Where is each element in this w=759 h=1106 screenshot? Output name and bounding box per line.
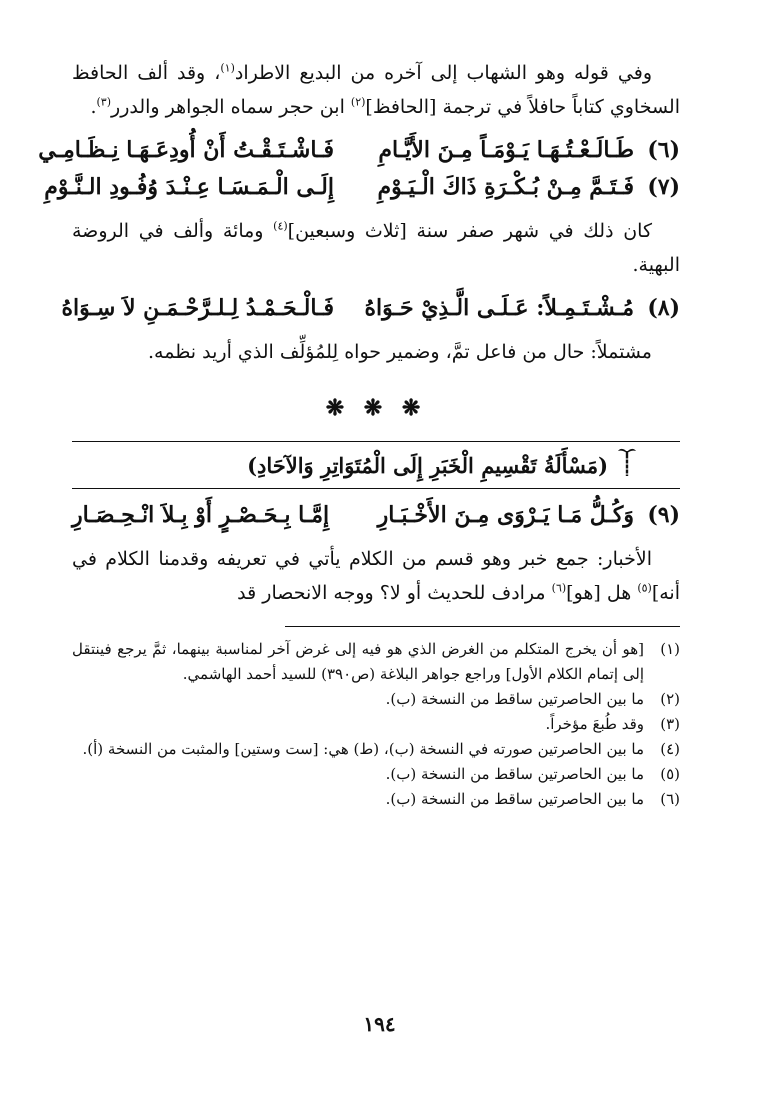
footnote-ref-3[interactable]: (٣): [96, 95, 112, 109]
date-text-2: ومائة وألف في الروضة البهية.: [72, 220, 680, 276]
verse-first-hemistich: طَـالَـعْـتُـهَـا يَـوْمَـاً مِـنَ الأَيَّـامِ: [378, 137, 634, 163]
footnote-item: [72, 737, 680, 762]
verse-second-hemistich: إِمَّـا بِـحَـصْـرٍ أَوْ بِـلاَ انْـحِـصَـارِ: [72, 502, 330, 528]
akhbar-text-3: مرادف للحديث أو لا؟ ووجه الانحصار قد: [237, 582, 552, 604]
intro-paragraph: [72, 56, 680, 124]
verse-second-hemistich: إِلَـى الْـمَـسَـا عِـنْـدَ وُفُـودِ الـنَّـوْمِ: [44, 174, 334, 200]
footnote-number: (٤): [660, 740, 680, 758]
verse-first-hemistich: فَـتَـمَّ مِـنْ بُـكْـرَةِ ذَاكَ الْـيَـوْمِ: [377, 174, 634, 200]
footnote-text: ما بين الحاصرتين ساقط من النسخة (ب).: [385, 765, 644, 783]
verse-number: (٨): [647, 295, 680, 321]
footnote-text: [هو أن يخرج المتكلم من الغرض الذي هو فيه إلى غرض آخر لمناسبة بينهما، ثمَّ يرجع فينتقل إلى إتمام الكلام الأول] وراجع جواهر البلاغة (ص٣٩٠) للسيد أحمد الهاشمي.: [72, 640, 644, 683]
footnote-number: (٣): [660, 715, 680, 733]
footnote-ref-6[interactable]: (٦): [551, 581, 567, 595]
verse-first-hemistich: وَكُـلُّ مَـا يَـرْوَى مِـنَ الأَخْـبَـارِ: [377, 502, 634, 528]
verse-9: [72, 497, 680, 534]
footnote-ref-4[interactable]: (٤): [273, 219, 288, 233]
footnote-text: وقد طُبعَ مؤخراً.: [545, 715, 644, 733]
footnote-item: [72, 762, 680, 787]
footnote-item: [72, 712, 680, 737]
footnote-ref-5[interactable]: (٥): [637, 581, 652, 595]
akhbar-text-2: هل [هو]: [566, 582, 638, 604]
verse-8: [61, 290, 680, 327]
footnote-ref-2[interactable]: (٢): [350, 95, 366, 109]
footnote-number: (١): [660, 640, 680, 658]
intro-text-2: ، وقد ألف الحافظ السخاوي كتاباً حافلاً في ترجمة [الحافظ]: [72, 62, 680, 118]
akhbar-paragraph: [72, 542, 680, 610]
verse-first-hemistich: مُـشْـتَـمِـلاً: عَـلَـى الَّـذِيْ حَـوَاهُ: [364, 295, 634, 321]
footnote-item: [72, 787, 680, 812]
section-divider-stars: ❋ ❋ ❋: [325, 395, 427, 421]
section-heading: [72, 441, 680, 489]
intro-text-3: ابن حجر سماه الجواهر والدرر: [111, 96, 351, 118]
footnote-separator: [285, 626, 680, 627]
verse-6: [38, 132, 680, 169]
footnotes-list: [72, 637, 680, 812]
palm-ornament-icon: [618, 447, 636, 483]
intro-text-4: .: [90, 96, 97, 118]
footnote-number: (٥): [660, 765, 680, 783]
footnote-number: (٢): [660, 690, 680, 708]
footnote-number: (٦): [660, 790, 680, 808]
explanation-paragraph: مشتملاً: حال من فاعل تمَّ، وضمير حواه لِلمُؤلِّف الذي أريد نظمه.: [148, 341, 652, 363]
page-number: ١٩٤: [363, 1012, 396, 1036]
footnote-item: [72, 637, 680, 687]
verse-7: [44, 169, 680, 206]
verse-number: (٩): [647, 502, 680, 528]
verse-second-hemistich: فَـاشْـتَـقْـتُ أَنْ أُودِعَـهَـا نِـظَـامِـي: [38, 137, 334, 163]
page-content: [38, 56, 680, 812]
verse-number: (٦): [647, 137, 680, 163]
verse-second-hemistich: فَـالْـحَـمْـدُ لِـلـرَّحْـمَـنِ لاَ سِـوَاهُ: [61, 295, 334, 321]
akhbar-text-1: الأخبار: جمع خبر وهو قسم من الكلام يأتي في تعريفه وقدمنا الكلام في أنه]: [72, 548, 680, 604]
footnote-item: [72, 687, 680, 712]
date-paragraph: [72, 214, 680, 282]
date-text-1: كان ذلك في شهر صفر سنة [ثلاث وسبعين]: [287, 220, 652, 242]
section-heading-text: (مَسْأَلَةُ تَقْسِيمِ الْخَبَرِ إِلَى الْمُتَوَاتِرِ وَالآحَادِ): [247, 452, 608, 478]
footnote-text: ما بين الحاصرتين صورته في النسخة (ب)، (ط) هي: [ست وستين] والمثبت من النسخة (أ).: [82, 740, 644, 758]
footnote-text: ما بين الحاصرتين ساقط من النسخة (ب).: [385, 790, 644, 808]
footnote-text: ما بين الحاصرتين ساقط من النسخة (ب).: [385, 690, 644, 708]
verse-number: (٧): [647, 174, 680, 200]
footnote-ref-1[interactable]: (١): [220, 61, 235, 75]
intro-text-1: وفي قوله وهو الشهاب إلى آخره من البديع الاطراد: [234, 62, 652, 84]
